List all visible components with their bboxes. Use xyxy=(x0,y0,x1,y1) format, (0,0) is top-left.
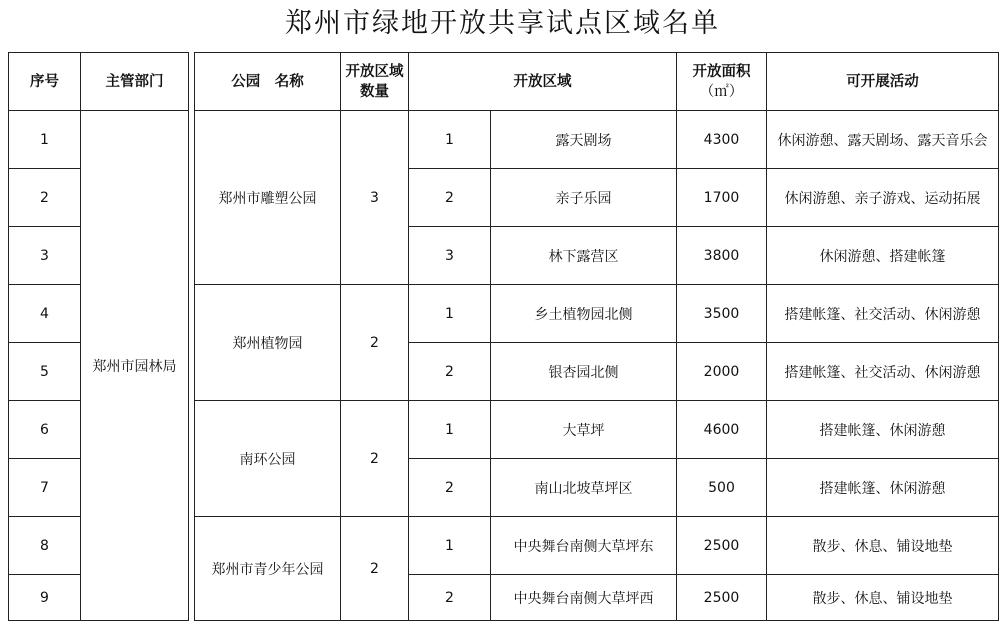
cell-size: 3500 xyxy=(677,285,767,343)
cell-area: 亲子乐园 xyxy=(491,169,677,227)
cell-area: 乡土植物园北侧 xyxy=(491,285,677,343)
cell-sub-index: 1 xyxy=(409,111,491,169)
cell-seq: 8 xyxy=(9,517,81,575)
page-title: 郑州市绿地开放共享试点区域名单 xyxy=(285,8,720,39)
cell-size: 2000 xyxy=(677,343,767,401)
cell-park-name: 郑州市青少年公园 xyxy=(195,517,341,621)
cell-park-name: 郑州植物园 xyxy=(195,285,341,401)
cell-seq: 2 xyxy=(9,169,81,227)
cell-activities: 搭建帐篷、社交活动、休闲游憩 xyxy=(767,285,999,343)
cell-sub-index: 2 xyxy=(409,459,491,517)
cell-seq: 7 xyxy=(9,459,81,517)
cell-park-count: 2 xyxy=(341,401,409,517)
header-size-line2: （㎡） xyxy=(699,83,744,100)
cell-sub-index: 1 xyxy=(409,517,491,575)
cell-park-count: 3 xyxy=(341,111,409,285)
header-count xyxy=(341,53,409,111)
cell-area: 银杏园北侧 xyxy=(491,343,677,401)
cell-area: 中央舞台南侧大草坪西 xyxy=(491,575,677,621)
cell-park-count: 2 xyxy=(341,517,409,621)
header-size-line1: 开放面积 xyxy=(692,63,751,80)
cell-activities: 搭建帐篷、休闲游憩 xyxy=(767,459,999,517)
cell-size: 2500 xyxy=(677,517,767,575)
cell-activities: 散步、休息、铺设地垫 xyxy=(767,575,999,621)
cell-sub-index: 2 xyxy=(409,343,491,401)
cell-sub-index: 3 xyxy=(409,227,491,285)
cell-area: 大草坪 xyxy=(491,401,677,459)
cell-park-count: 2 xyxy=(341,285,409,401)
header-row xyxy=(9,53,999,111)
cell-area: 南山北坡草坪区 xyxy=(491,459,677,517)
cell-sub-index: 2 xyxy=(409,575,491,621)
header-count-line1: 开放区域 xyxy=(345,63,404,80)
cell-sub-index: 1 xyxy=(409,285,491,343)
header-size xyxy=(677,53,767,111)
table-row xyxy=(9,111,999,169)
header-activities: 可开展活动 xyxy=(767,53,999,111)
header-count-line2: 数量 xyxy=(360,83,389,100)
cell-seq: 5 xyxy=(9,343,81,401)
cell-seq: 1 xyxy=(9,111,81,169)
cell-area: 露天剧场 xyxy=(491,111,677,169)
cell-activities: 搭建帐篷、社交活动、休闲游憩 xyxy=(767,343,999,401)
cell-activities: 散步、休息、铺设地垫 xyxy=(767,517,999,575)
header-area: 开放区域 xyxy=(409,53,677,111)
cell-activities: 休闲游憩、亲子游戏、运动拓展 xyxy=(767,169,999,227)
cell-size: 4300 xyxy=(677,111,767,169)
header-seq: 序号 xyxy=(9,53,81,111)
cell-area: 林下露营区 xyxy=(491,227,677,285)
cell-sub-index: 1 xyxy=(409,401,491,459)
cell-park-name: 南环公园 xyxy=(195,401,341,517)
cell-size: 1700 xyxy=(677,169,767,227)
cell-activities: 搭建帐篷、休闲游憩 xyxy=(767,401,999,459)
cell-size: 3800 xyxy=(677,227,767,285)
cell-department: 郑州市园林局 xyxy=(81,111,189,621)
cell-activities: 休闲游憩、搭建帐篷 xyxy=(767,227,999,285)
cell-seq: 6 xyxy=(9,401,81,459)
cell-size: 2500 xyxy=(677,575,767,621)
cell-activities: 休闲游憩、露天剧场、露天音乐会 xyxy=(767,111,999,169)
cell-seq: 4 xyxy=(9,285,81,343)
cell-sub-index: 2 xyxy=(409,169,491,227)
cell-seq: 9 xyxy=(9,575,81,621)
header-park: 公园 名称 xyxy=(195,53,341,111)
cell-size: 500 xyxy=(677,459,767,517)
header-dept: 主管部门 xyxy=(81,53,189,111)
cell-seq: 3 xyxy=(9,227,81,285)
cell-area: 中央舞台南侧大草坪东 xyxy=(491,517,677,575)
cell-park-name: 郑州市雕塑公园 xyxy=(195,111,341,285)
pilot-area-table xyxy=(8,52,999,621)
cell-size: 4600 xyxy=(677,401,767,459)
